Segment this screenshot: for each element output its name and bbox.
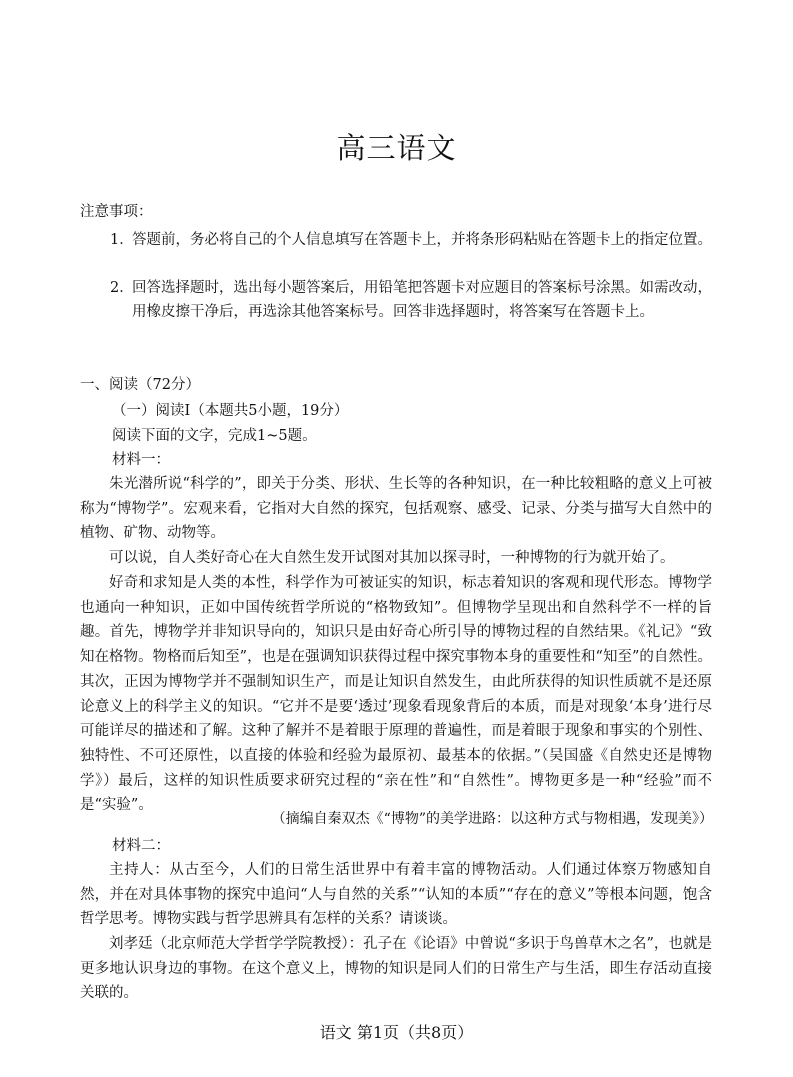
material-1-paragraph: 朱光潜所说“科学的”，即关于分类、形状、生长等的各种知识，在一种比较粗略的意义上可被称为“博物学”。宏观来看，它指对大自然的探究，包括观察、感受、记录、分类与描写大自然中的植物、矿物、动物等。 [80,476,712,542]
material-1-paragraph: 好奇和求知是人类的本性，科学作为可被证实的知识，标志着知识的客观和现代形态。博物学也通向一种知识，正如中国传统哲学所说的“格物致知”。但博物学呈现出和自然科学不一样的旨趣。首先，博物学并非知识导向的，知识只是由好奇心所引导的博物过程的自然结果。《礼记》“致知在格物。物格而后知至”，也是在强调知识获得过程中探究事物本身的重要性和“知至”的自然性。其次，正因为博物学并不强制知识生产，而是让知识自然发生，由此所获得的知识性质就不是还原论意义上的科学主义的知识。“它并不是要‘透过’现象看现象背后的本质，而是对现象‘本身’进行尽可能详尽的描述和了解。这种了解并不是着眼于原理的普遍性，而是着眼于现象和事实的个别性、独特性、不可还原性，以直接的体验和经验为最原初、最基本的依据。”（吴国盛《自然史还是博物学》）最后，这样的知识性质要求研究过程的“亲在性”和“自然性”。博物更多是一种“经验”而不是“实验”。 [80,575,712,814]
notice-item-text: 答题前，务必将自己的个人信息填写在答题卡上，并将条形码粘贴在答题卡上的指定位置。 [132,232,712,248]
material-1-paragraph: 可以说，自人类好奇心在大自然生发开试图对其加以探寻时，一种博物的行为就开始了。 [109,550,675,566]
notice-label: 注意事项： [80,204,153,220]
material-1-label: 材料一： [112,452,170,468]
page-title: 高三语文 [336,131,457,165]
sub-heading: （一）阅读Ⅰ（本题共5小题，19分） [112,403,349,419]
section-heading: 一、阅读（72分） [80,377,200,393]
material-1-source: （摘编自秦双杰《“博物”的美学进路：以这种方式与物相遇，发现美》） [271,811,713,827]
material-2-label: 材料二： [112,838,170,854]
notice-item-number: 2． [110,280,134,296]
material-2-paragraph: 刘孝廷（北京师范大学哲学学院教授）：孔子在《论语》中曾说“多识于鸟兽草木之名”，也就是更多地认识身边的事物。在这个意义上，博物的知识是同人们的日常生产与生活，即生存活动直接关联的。 [80,936,712,1002]
instruction: 阅读下面的文字，完成1~5题。 [112,428,317,444]
page-footer: 语文 第1页（共8页） [319,1023,474,1042]
material-2-paragraph: 主持人：从古至今，人们的日常生活世界中有着丰富的博物活动。人们通过体察万物感知自然，并在对具体事物的探究中追问“人与自然的关系”“认知的本质”“存在的意义”等根本问题，饱含哲学思考。博物实践与哲学思辨具有怎样的关系？请谈谈。 [80,862,712,928]
notice-item-1 [110,228,720,252]
notice-item-number: 1． [110,232,134,248]
notice-item-2 [110,276,720,324]
notice-item-text: 回答选择题时，选出每小题答案后，用铅笔把答题卡对应题目的答案标号涂黑。如需改动，用橡皮擦干净后，再选涂其他答案标号。回答非选择题时，将答案写在答题卡上。 [132,280,712,320]
